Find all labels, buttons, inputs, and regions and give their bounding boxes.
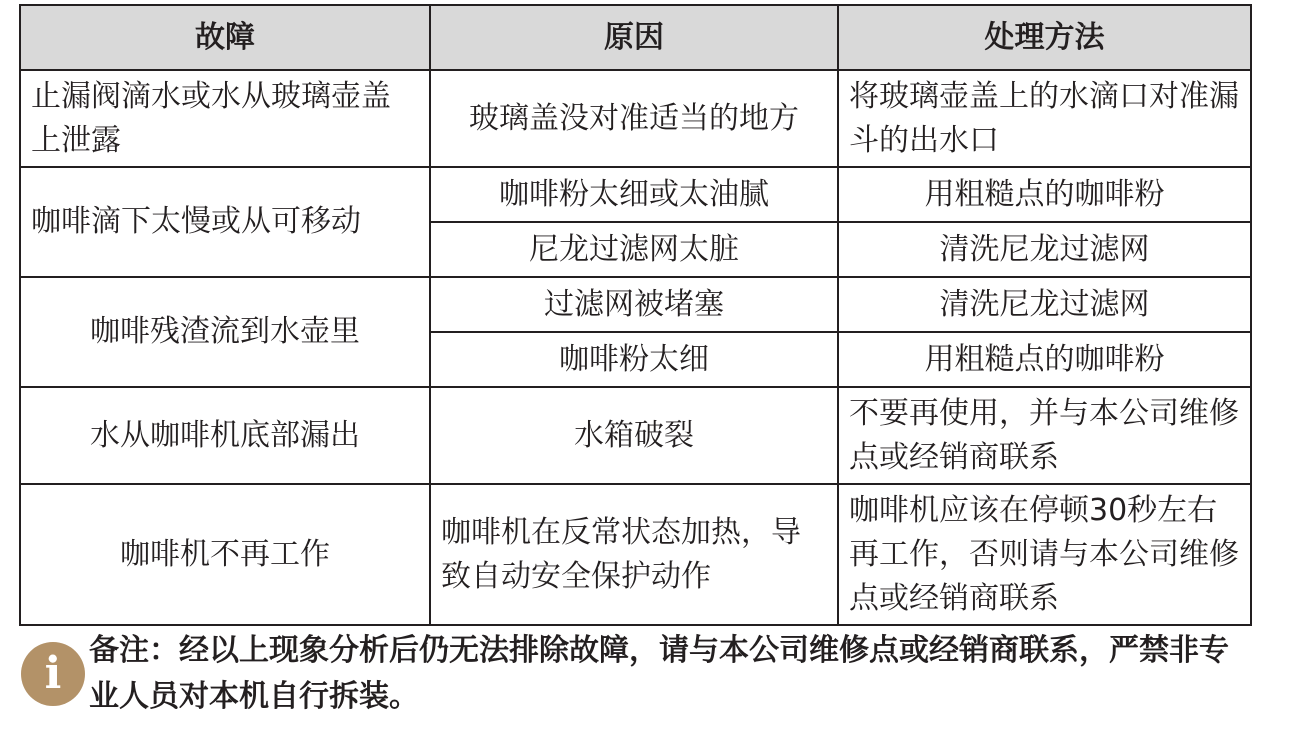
note-text: 备注：经以上现象分析后仍无法排除故障，请与本公司维修点或经销商联系，严禁非专业人员对本机自行拆装。 (89, 633, 1229, 714)
cause-cell: 过滤网被堵塞 (430, 277, 838, 332)
remedy-cell: 用粗糙点的咖啡粉 (838, 167, 1251, 222)
info-icon: i (21, 642, 85, 706)
cause-cell: 咖啡粉太细或太油腻 (430, 167, 838, 222)
cause-cell: 咖啡机在反常状态加热，导致自动安全保护动作 (430, 484, 838, 625)
cause-cell: 尼龙过滤网太脏 (430, 222, 838, 277)
table-row (20, 70, 1251, 167)
note-section (19, 628, 1259, 728)
header-cause: 原因 (430, 5, 838, 70)
fault-cell: 止漏阀滴水或水从玻璃壶盖上泄露 (20, 70, 430, 167)
cause-cell: 咖啡粉太细 (430, 332, 838, 387)
table-row (20, 277, 1251, 332)
remedy-cell: 将玻璃壶盖上的水滴口对准漏斗的出水口 (838, 70, 1251, 167)
remedy-cell: 咖啡机应该在停顿30秒左右再工作，否则请与本公司维修点或经销商联系 (838, 484, 1251, 625)
cause-cell: 水箱破裂 (430, 387, 838, 484)
table-header-row (20, 5, 1251, 70)
table-row (20, 387, 1251, 484)
cause-cell: 玻璃盖没对准适当的地方 (430, 70, 838, 167)
remedy-cell: 不要再使用，并与本公司维修点或经销商联系 (838, 387, 1251, 484)
table-row (20, 167, 1251, 222)
header-fault: 故障 (20, 5, 430, 70)
troubleshooting-table (19, 4, 1252, 626)
remedy-cell: 用粗糙点的咖啡粉 (838, 332, 1251, 387)
remedy-cell: 清洗尼龙过滤网 (838, 277, 1251, 332)
remedy-cell: 清洗尼龙过滤网 (838, 222, 1251, 277)
header-remedy: 处理方法 (838, 5, 1251, 70)
table-row (20, 484, 1251, 625)
fault-cell: 咖啡残渣流到水壶里 (20, 277, 430, 387)
fault-cell: 水从咖啡机底部漏出 (20, 387, 430, 484)
fault-cell: 咖啡滴下太慢或从可移动 (20, 167, 430, 277)
fault-cell: 咖啡机不再工作 (20, 484, 430, 625)
